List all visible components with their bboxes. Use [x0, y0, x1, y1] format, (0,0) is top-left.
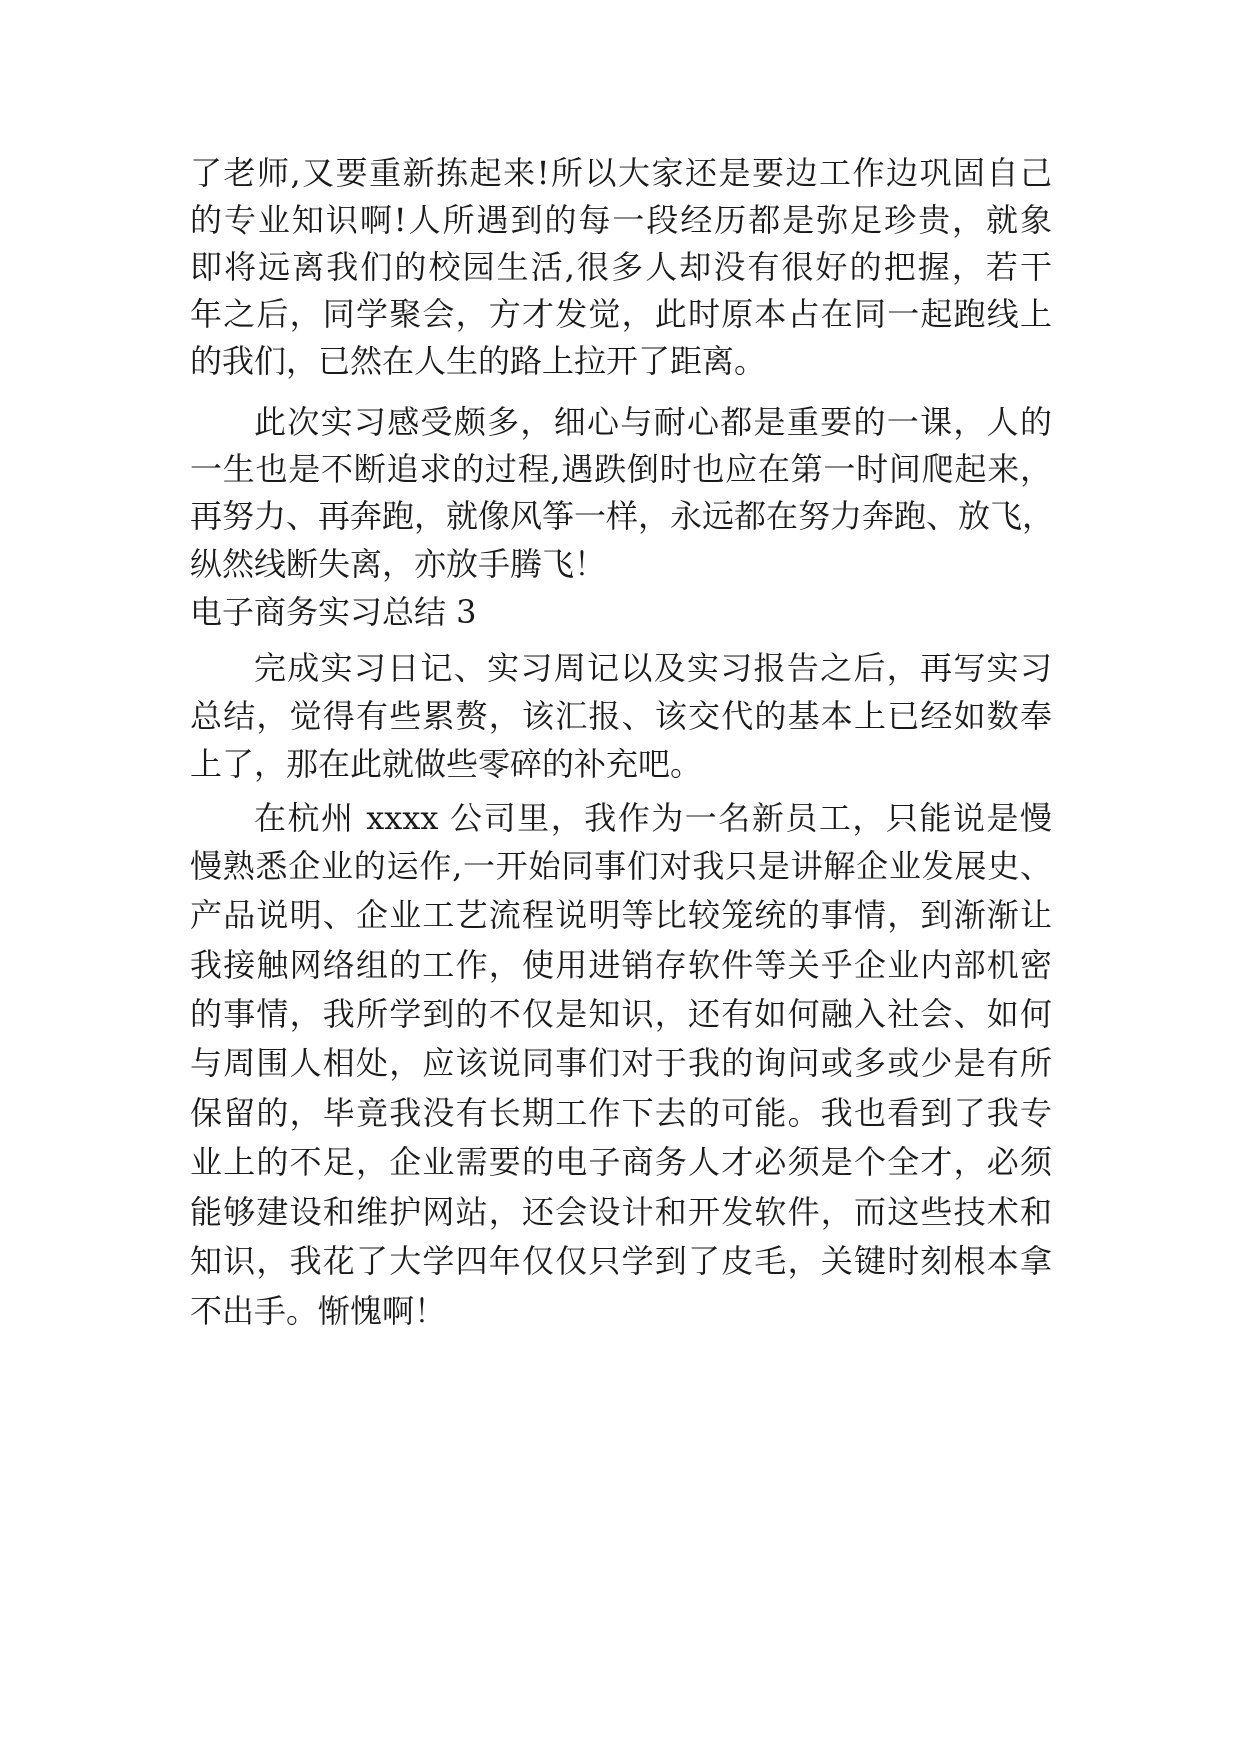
- paragraph-line: 我接触网络组的工作，使用进销存软件等关乎企业内部机密: [190, 946, 1052, 984]
- paragraph-line: 纵然线断失离，亦放手腾飞！: [190, 545, 607, 583]
- paragraph-line: 即将远离我们的校园生活,很多人却没有很好的把握，若干: [190, 248, 1052, 286]
- paragraph-line: 年之后，同学聚会，方才发觉，此时原本占在同一起跑线上: [190, 295, 1052, 333]
- paragraph-line: 知识，我花了大学四年仅仅只学到了皮毛，关键时刻根本拿: [190, 1242, 1052, 1280]
- paragraph-line: 慢熟悉企业的运作,一开始同事们对我只是讲解企业发展史、: [190, 847, 1052, 885]
- paragraph-line: 此次实习感受颇多，细心与耐心都是重要的一课，人的: [254, 403, 1052, 441]
- paragraph-line: 不出手。惭愧啊！: [190, 1292, 447, 1330]
- paragraph-line: 一生也是不断追求的过程,遇跌倒时也应在第一时间爬起来，: [190, 450, 1052, 488]
- paragraph-line: 能够建设和维护网站，还会设计和开发软件，而这些技术和: [190, 1193, 1052, 1231]
- paragraph-line: 的事情，我所学到的不仅是知识，还有如何融入社会、如何: [190, 995, 1052, 1033]
- paragraph-line: 与周围人相处，应该说同事们对于我的询问或多或少是有所: [190, 1044, 1052, 1082]
- paragraph-line: 完成实习日记、实习周记以及实习报告之后，再写实习: [254, 649, 1052, 687]
- section-heading: 电子商务实习总结 3: [190, 593, 477, 631]
- paragraph-line: 产品说明、企业工艺流程说明等比较笼统的事情，到渐渐让: [190, 896, 1052, 934]
- paragraph-line: 的专业知识啊!人所遇到的每一段经历都是弥足珍贵，就象: [190, 201, 1052, 239]
- paragraph-line: 总结，觉得有些累赘，该汇报、该交代的基本上已经如数奉: [190, 697, 1052, 735]
- paragraph-line: 的我们，已然在人生的路上拉开了距离。: [190, 342, 767, 380]
- paragraph-line: 在杭州 xxxx 公司里，我作为一名新员工，只能说是慢: [254, 799, 1052, 837]
- paragraph-line: 保留的，毕竟我没有长期工作下去的可能。我也看到了我专: [190, 1094, 1052, 1132]
- paragraph-line: 上了，那在此就做些零碎的补充吧。: [190, 745, 703, 783]
- paragraph-line: 业上的不足，企业需要的电子商务人才必须是个全才，必须: [190, 1143, 1052, 1181]
- paragraph-line: 再努力、再奔跑，就像风筝一样，永远都在努力奔跑、放飞，: [190, 497, 1055, 535]
- paragraph-line: 了老师,又要重新拣起来!所以大家还是要边工作边巩固自己: [190, 154, 1052, 192]
